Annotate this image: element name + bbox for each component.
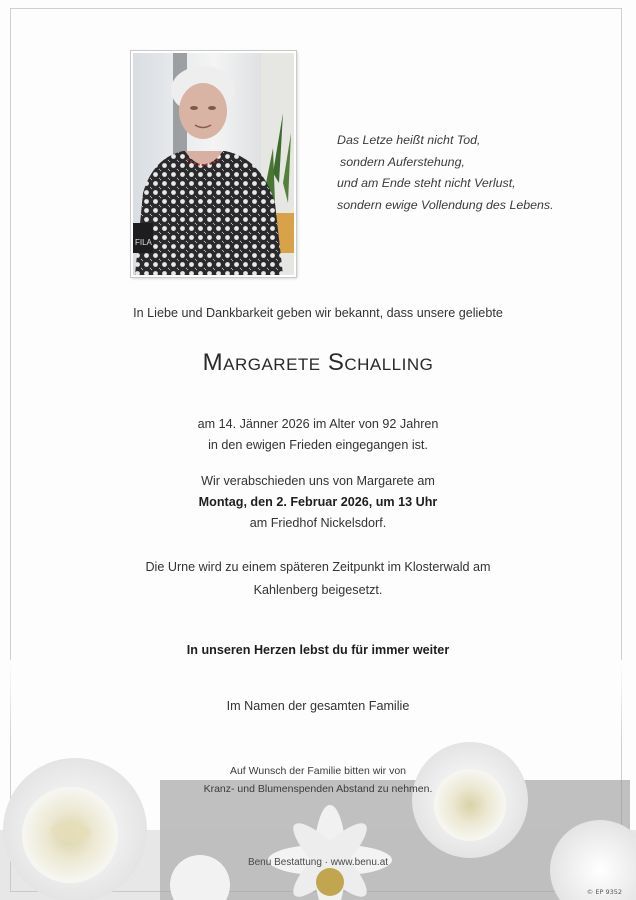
farewell-line: Wir verabschieden uns von Margarete am xyxy=(201,474,435,488)
poem-line: und am Ende steht nicht Verlust, xyxy=(337,176,516,190)
urn-notice xyxy=(0,557,636,601)
urn-line: Kahlenberg beigesetzt. xyxy=(253,583,383,597)
wish-line: Auf Wunsch der Familie bitten wir von xyxy=(229,765,407,777)
intro-text: In Liebe und Dankbarkeit geben wir bekannt, dass unsere geliebte xyxy=(133,306,503,320)
deceased-name: Margarete Schalling xyxy=(202,349,434,376)
shirt-logo-text: FILA xyxy=(135,238,152,247)
death-line: in den ewigen Frieden eingegangen ist. xyxy=(208,438,428,452)
motto: In unseren Herzen lebst du für immer weiter xyxy=(186,643,450,657)
print-code: © EP 9352 xyxy=(586,888,622,896)
farewell-notice xyxy=(0,471,636,534)
undertaker-credit: Benu Bestattung · www.benu.at xyxy=(247,857,389,868)
family-signature: Im Namen der gesamten Familie xyxy=(226,699,410,713)
flower-wish xyxy=(0,762,636,798)
portrait-photo xyxy=(131,51,296,277)
wish-line: Kranz- und Blumenspenden Abstand zu nehmen. xyxy=(203,783,433,795)
farewell-place: am Friedhof Nickelsdorf. xyxy=(249,516,387,530)
farewell-date: Montag, den 2. Februar 2026, um 13 Uhr xyxy=(198,495,438,509)
death-notice xyxy=(0,414,636,456)
poem-line: sondern Auferstehung, xyxy=(340,154,465,169)
poem-line: sondern ewige Vollendung des Lebens. xyxy=(337,197,554,212)
urn-line: Die Urne wird zu einem späteren Zeitpunkt im Klosterwald am xyxy=(145,560,491,574)
poem-line: Das Letze heißt nicht Tod, xyxy=(337,133,481,147)
poem xyxy=(337,130,617,216)
death-line: am 14. Jänner 2026 im Alter von 92 Jahren xyxy=(197,417,439,431)
portrait-illustration xyxy=(133,53,294,275)
